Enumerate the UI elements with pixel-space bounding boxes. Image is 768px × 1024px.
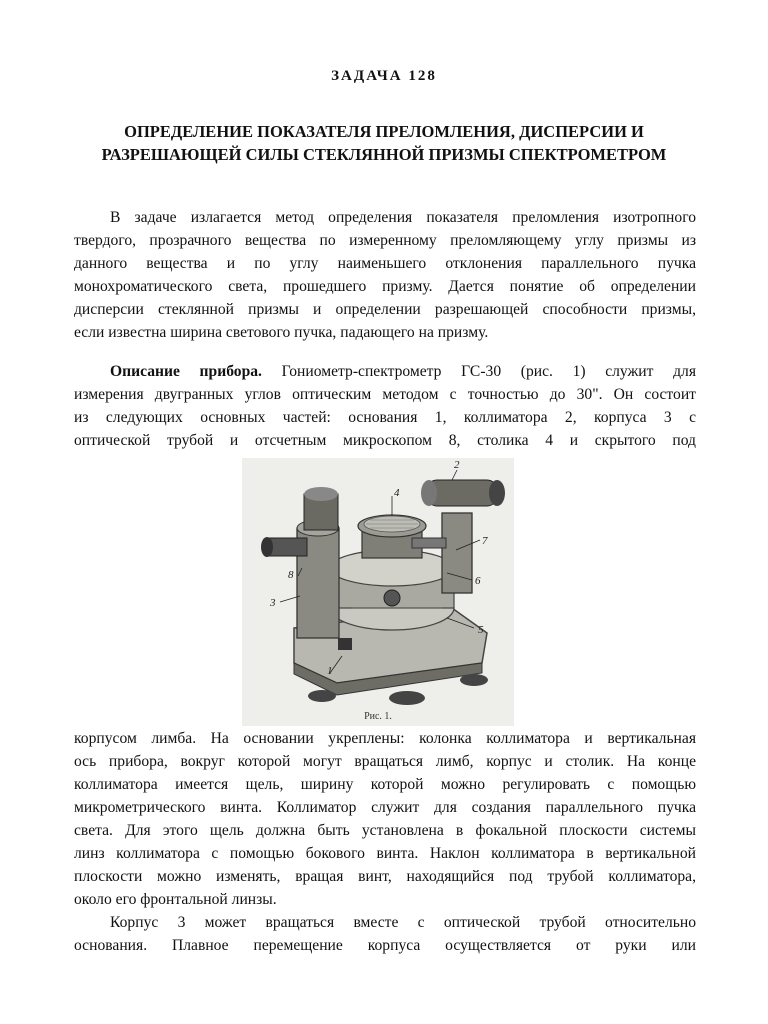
text-line: микрометрического винта. Коллиматор служит для создания параллельного пучка (74, 799, 696, 816)
text-line: данного вещества и по углу наименьшего отклонения параллельного пучка (74, 255, 696, 272)
text-line: твердого, прозрачного вещества по измеренному преломляющему углу призмы из (74, 232, 696, 249)
figure-label-1: 1 (327, 665, 333, 677)
after-figure-paragraph (74, 727, 696, 911)
figure-label-8: 8 (288, 569, 294, 581)
goniometer-illustration (242, 458, 514, 726)
figure-label-4: 4 (394, 487, 400, 499)
text-line: корпусом лимба. На основании укреплены: колонка коллиматора и вертикальная (74, 730, 696, 747)
task-title: ЗАДАЧА 128 (331, 68, 437, 84)
figure-label-3: 3 (270, 597, 276, 609)
text-line: из следующих основных частей: основания 1, коллиматора 2, корпуса 3 с (74, 409, 696, 426)
text-line: оптической трубой и отсчетным микроскопом 8, столика 4 и скрытого под (74, 432, 696, 449)
main-title-line: ОПРЕДЕЛЕНИЕ ПОКАЗАТЕЛЯ ПРЕЛОМЛЕНИЯ, ДИСПЕРСИИ И (124, 122, 644, 141)
text-line: линз коллиматора с помощью бокового винта. Наклон коллиматора в вертикальной (74, 845, 696, 862)
figure-label-6: 6 (475, 575, 481, 587)
text-line (74, 360, 696, 383)
text-line: В задаче излагается метод определения показателя преломления изотропного (110, 209, 696, 226)
text-line: плоскости можно изменять, вращая винт, находящийся под трубой коллиматора, (74, 868, 696, 885)
figure-caption: Рис. 1. (364, 711, 392, 722)
text-line: дисперсии стеклянной призмы и определении разрешающей способности призмы, (74, 301, 696, 318)
text-line: около его фронтальной линзы. (74, 891, 277, 908)
last-paragraph (74, 911, 696, 957)
figure-label-5: 5 (478, 624, 484, 636)
text-line: Корпус 3 может вращаться вместе с оптической трубой относительно (110, 914, 696, 931)
main-title (60, 120, 708, 166)
figure-goniometer (242, 458, 514, 726)
figure-label-2: 2 (454, 459, 460, 471)
main-title-line: РАЗРЕШАЮЩЕЙ СИЛЫ СТЕКЛЯННОЙ ПРИЗМЫ СПЕКТРОМЕТРОМ (101, 145, 667, 164)
description-first-line-rest: Гониометр-спектрометр ГС-30 (рис. 1) служит для (261, 363, 696, 380)
text-line: света. Для этого щель должна быть установлена в фокальной плоскости системы (74, 822, 696, 839)
text-line: если известна ширина светового пучка, падающего на призму. (74, 324, 489, 341)
text-line: монохроматического света, прошедшего призму. Дается понятие об определении (74, 278, 696, 295)
figure-label-7: 7 (482, 535, 488, 547)
text-line: основания. Плавное перемещение корпуса осуществляется от руки или (74, 937, 696, 954)
description-paragraph (74, 360, 696, 452)
text-line: ось прибора, вокруг которой могут вращаться лимб, корпус и столик. На конце (74, 753, 696, 770)
description-heading: Описание прибора. (110, 363, 262, 380)
text-line: измерения двугранных углов оптическим методом с точностью до 30". Он состоит (74, 386, 696, 403)
text-line: коллиматора имеется щель, ширину которой можно регулировать с помощью (74, 776, 696, 793)
intro-paragraph (74, 206, 696, 344)
